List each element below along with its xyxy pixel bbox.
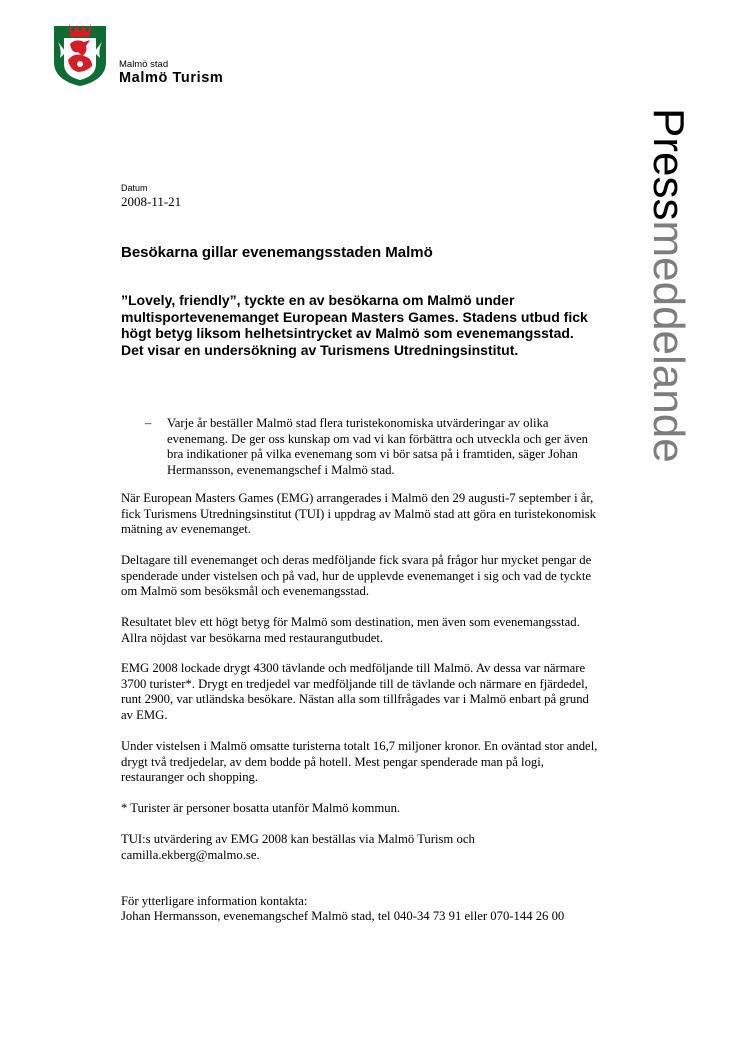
organization-name-small: Malmö stad [119, 59, 169, 70]
malmo-coat-of-arms-icon [52, 22, 108, 88]
paragraph-4: EMG 2008 lockade drygt 4300 tävlande och medföljande till Malmö. Av dessa var närmare 3700 turister*. Drygt en tredjedel var medföljande till de tävlande och närmare en fjärdedel, runt 2900, var utländska besökare. Nästan alla som tillfrågades var i Malmö enbart på grund av EMG. [121, 661, 589, 722]
date-value: 2008-11-21 [121, 194, 182, 209]
side-title-meddelande: meddelande [644, 220, 693, 463]
paragraph-5: Under vistelsen i Malmö omsatte turisterna totalt 16,7 miljoner kronor. En oväntad stor andel, drygt två tredjedelar, av dem bodde på hotell. Mest pengar spenderade man på logi, restauranger och shopping. [121, 739, 598, 785]
date-label: Datum [121, 183, 148, 193]
contact-label: För ytterligare information kontakta: [121, 894, 308, 908]
article-lead: ”Lovely, friendly”, tyckte en av besökarna om Malmö under multisportevenemanget European Masters Games. Stadens utbud fick högt betyg liksom helhetsintrycket av Malmö som evenemangsstad. Det visar en undersökning av Turismens Utredningsinstitut. [121, 292, 588, 358]
pressmeddelande-side-title [644, 108, 693, 463]
article-headline: Besökarna gillar evenemangsstaden Malmö [121, 244, 433, 261]
side-title-press: Press [644, 108, 693, 221]
paragraph-6-footnote: * Turister är personer bosatta utanför Malmö kommun. [121, 801, 401, 815]
quote-dash: – [145, 416, 152, 430]
quote-block [145, 416, 595, 478]
paragraph-1: När European Masters Games (EMG) arrangerades i Malmö den 29 augusti-7 september i år, fick Turismens Utredningsinstitut (TUI) i uppdrag av Malmö stad att göra en turistekonomisk mätning av evenemanget. [121, 491, 597, 537]
paragraph-2: Deltagare till evenemanget och deras medföljande fick svara på frågor hur mycket pengar de spenderade under vistelsen och på vad, hur de upplevde evenemanget i sig och vad de tyckte om Malmö som besöksmål och evenemangsstad. [121, 553, 592, 599]
quote-text: Varje år beställer Malmö stad flera turistekonomiska utvärderingar av olika evenemang. De ger oss kunskap om vad vi kan förbättra och utveckla och ger även bra indikationer på vilka evenemang som vi bör satsa på i framtiden, säger Johan Hermansson, evenemangschef i Malmö stad. [167, 416, 589, 477]
contact-line: Johan Hermansson, evenemangschef Malmö stad, tel 040-34 73 91 eller 070-144 26 00 [121, 909, 565, 923]
paragraph-3: Resultatet blev ett högt betyg för Malmö som destination, men även som evenemangsstad. Allra nöjdast var besökarna med restaurangutbudet. [121, 615, 580, 645]
organization-name: Malmö Turism [119, 70, 224, 86]
paragraph-7: TUI:s utvärdering av EMG 2008 kan beställas via Malmö Turism och camilla.ekberg@malmo.se. [121, 832, 475, 862]
